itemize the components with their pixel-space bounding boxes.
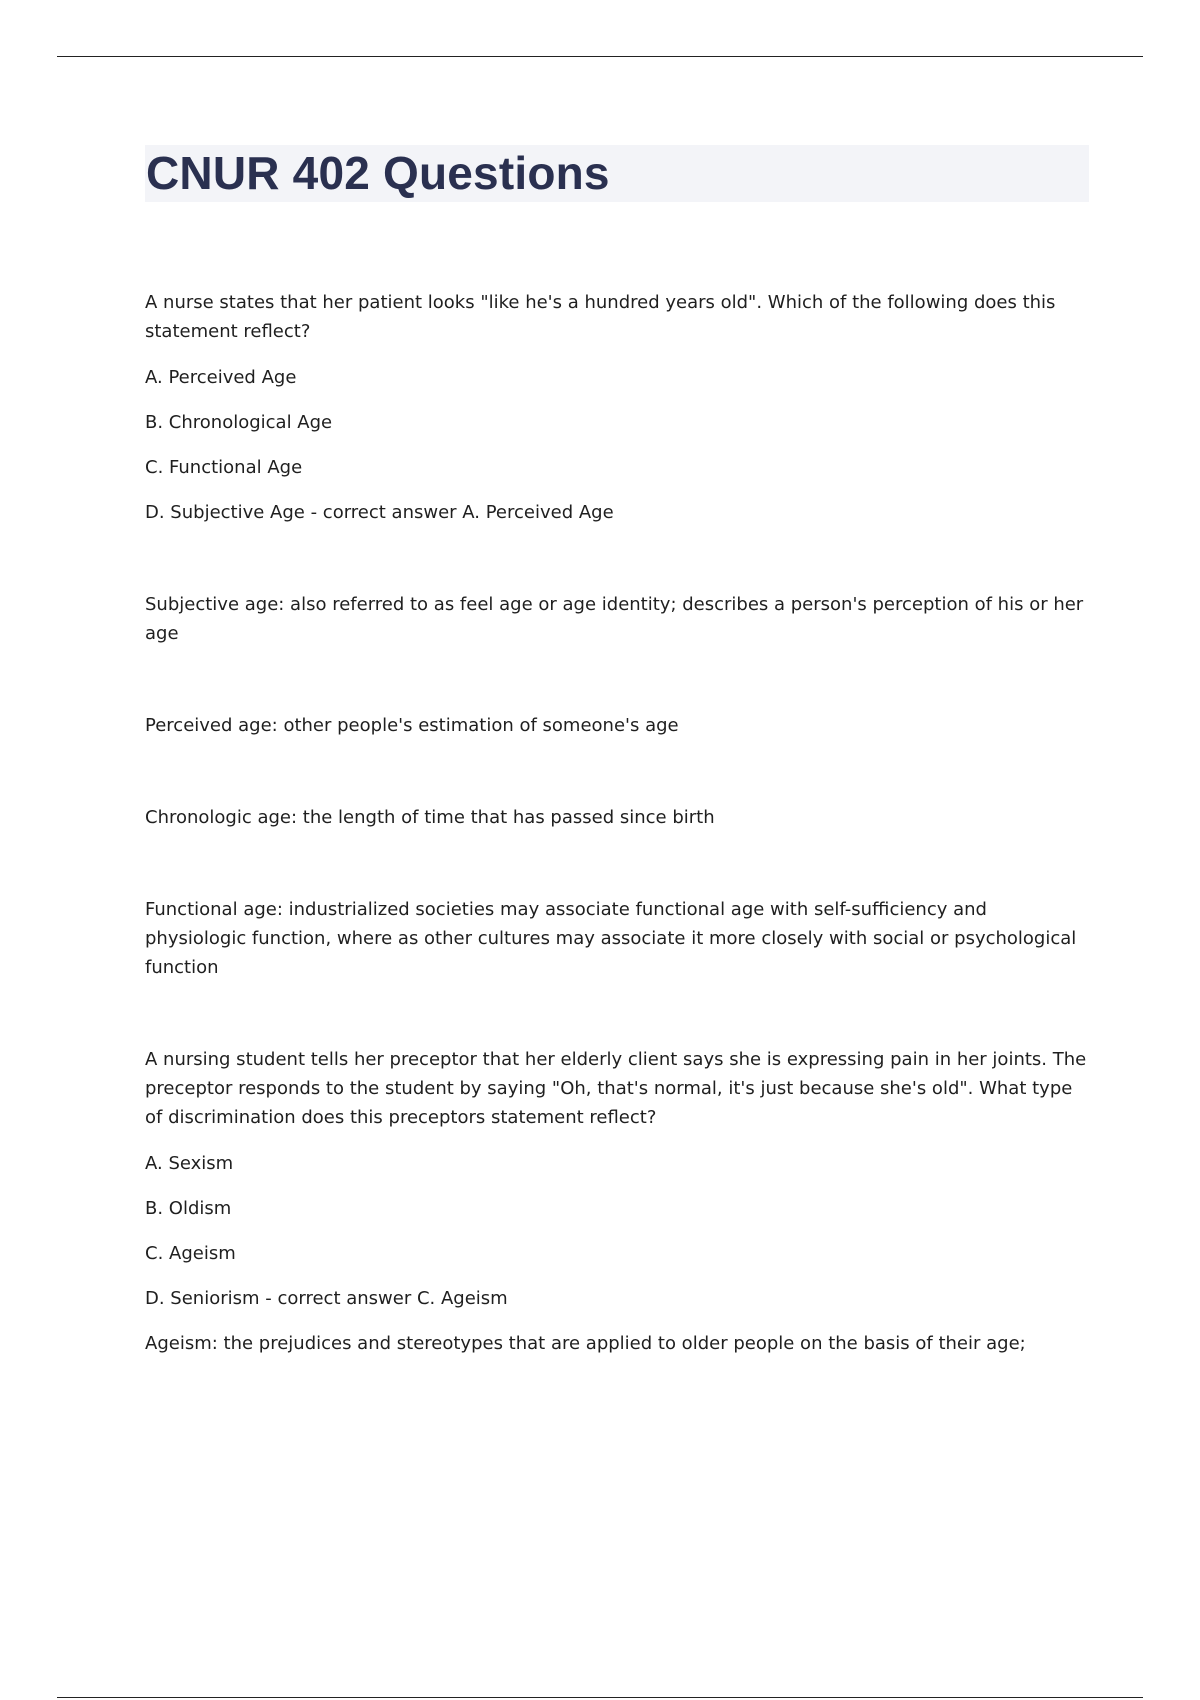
question-2-option-b: B. Oldism <box>145 1198 232 1219</box>
question-1-stem: A nurse states that her patient looks "like he's a hundred years old". Which of the following does this statement reflect? <box>145 292 1056 342</box>
definition-functional-age: Functional age: industrialized societies may associate functional age with self-sufficiency and physiologic function, where as other cultures may associate it more closely with social or psychological function <box>145 899 1077 978</box>
question-1-option-d-answer: D. Subjective Age - correct answer A. Perceived Age <box>145 502 614 523</box>
question-1-option-c: C. Functional Age <box>145 457 303 478</box>
top-divider <box>57 56 1143 57</box>
question-2-option-c: C. Ageism <box>145 1243 236 1264</box>
question-1-option-a: A. Perceived Age <box>145 367 297 388</box>
question-2-stem: A nursing student tells her preceptor that her elderly client says she is expressing pain in her joints. The preceptor responds to the student by saying "Oh, that's normal, it's just because she's old". What type of discrimination does this preceptors statement reflect? <box>145 1049 1087 1128</box>
bottom-divider <box>57 1697 1143 1698</box>
definition-chronologic-age: Chronologic age: the length of time that has passed since birth <box>145 807 715 828</box>
question-2-option-d-answer: D. Seniorism - correct answer C. Ageism <box>145 1288 508 1309</box>
definition-subjective-age: Subjective age: also referred to as feel age or age identity; describes a person's perception of his or her age <box>145 594 1084 644</box>
document-title: CNUR 402 Questions <box>146 147 610 199</box>
question-1-option-b: B. Chronological Age <box>145 412 333 433</box>
question-2-explanation: Ageism: the prejudices and stereotypes that are applied to older people on the basis of their age; <box>145 1333 1026 1354</box>
document-body <box>145 288 1090 1358</box>
question-2-option-a: A. Sexism <box>145 1153 234 1174</box>
definition-perceived-age: Perceived age: other people's estimation of someone's age <box>145 715 679 736</box>
